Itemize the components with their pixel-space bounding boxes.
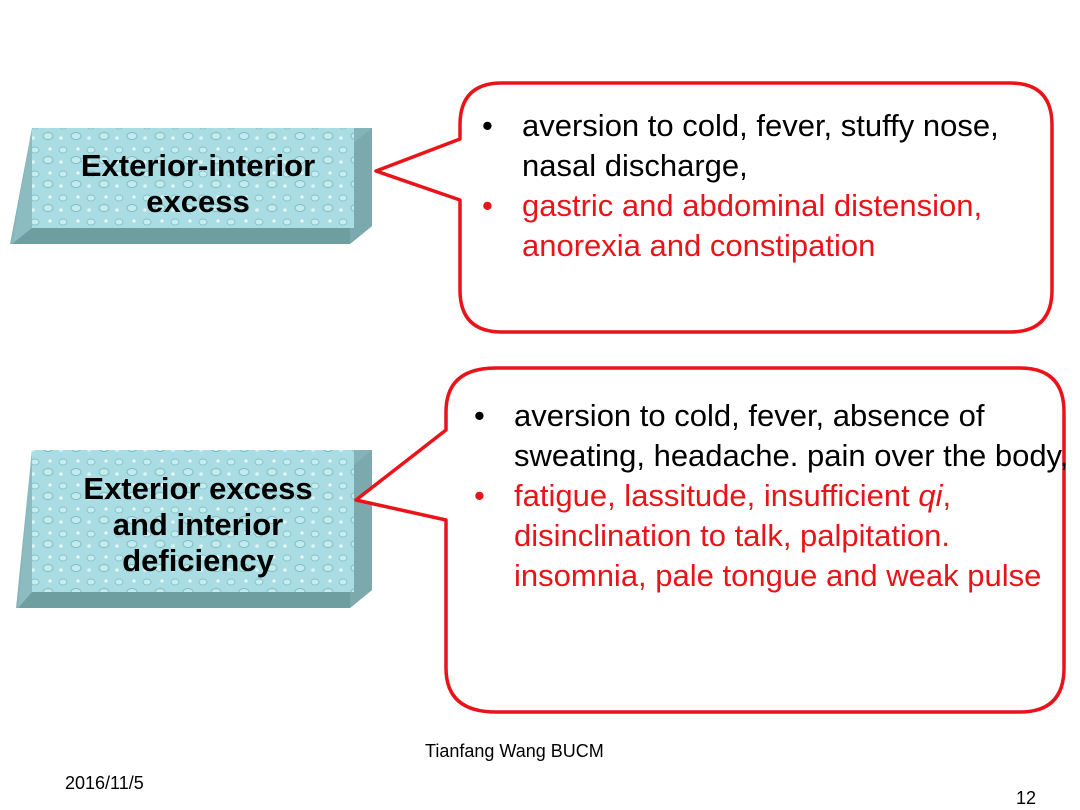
footer-date: 2016/11/5 [65,773,144,793]
callout-2-item-2-text-b: , disinclination to talk, palpitation. insomnia, pale tongue and weak pulse [514,478,1042,593]
callout-2-item-2-text-a: fatigue, lassitude, insufficient [514,478,919,513]
callout-1-item-1: • aversion to cold, fever, stuffy nose, nasal discharge, [478,106,1038,186]
callout-2-item-2-qi: qi [918,478,943,513]
callout-2-list [470,396,1070,596]
footer-author: Tianfang Wang BUCM [425,741,604,761]
callout-2-item-1: • aversion to cold, fever, absence of sweating, headache. pain over the body, [470,396,1070,476]
box-1-label-text: Exterior-interior excess [80,148,316,219]
box-2-label [48,462,348,588]
box-2-label-text: Exterior excess and interior deficiency [83,471,313,578]
box-1-label [48,140,348,228]
callout-2-item-2 [470,476,1070,596]
callout-1-list [478,106,1038,266]
page-number: 12 [1016,788,1037,808]
callout-1-item-2: • gastric and abdominal distension, anorexia and constipation [478,186,1038,266]
